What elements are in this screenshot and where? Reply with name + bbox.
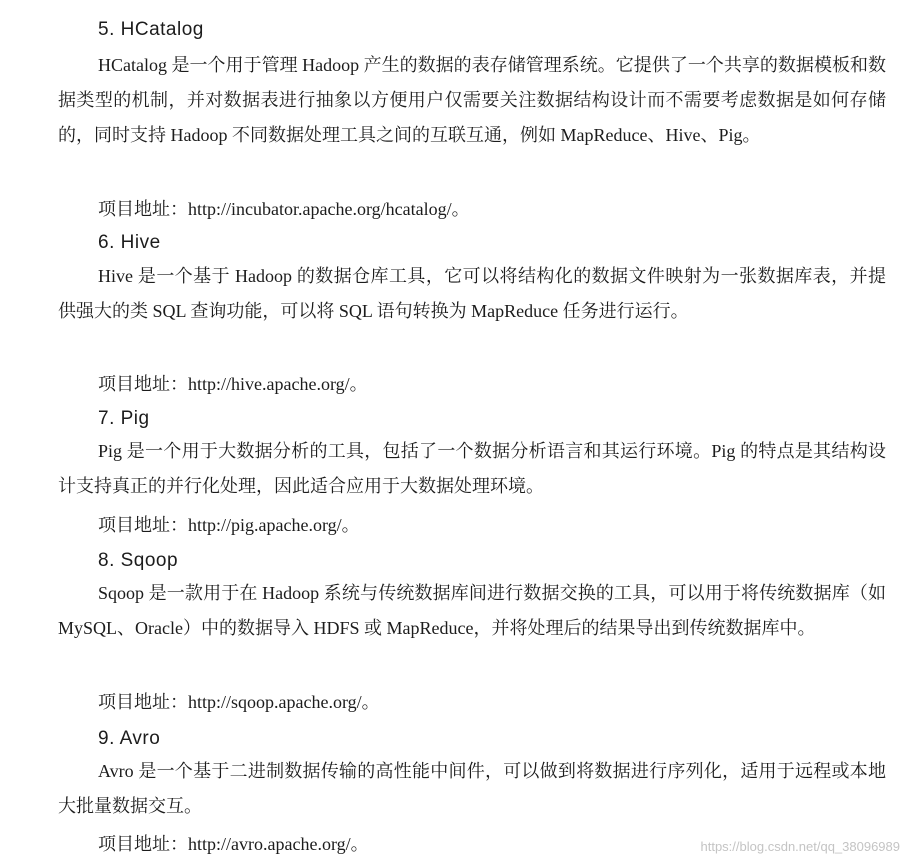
source-watermark: https://blog.csdn.net/qq_38096989 <box>700 839 900 854</box>
section-heading: 8. Sqoop <box>98 550 179 571</box>
section-body: Hive 是一个基于 Hadoop 的数据仓库工具，它可以将结构化的数据文件映射为一张数据库表，并提供强大的类 SQL 查询功能，可以将 SQL 语句转换为 MapReduce 任务进行运行。 <box>58 266 886 322</box>
project-url-line: 项目地址：http://incubator.apache.org/hcatalog/。 <box>98 199 470 219</box>
section-body: Sqoop 是一款用于在 Hadoop 系统与传统数据库间进行数据交换的工具，可以用于将传统数据库（如 MySQL、Oracle）中的数据导入 HDFS 或 MapReduce，并将处理后的结果导出到传统数据库中。 <box>58 583 886 639</box>
section-body: Pig 是一个用于大数据分析的工具，包括了一个数据分析语言和其运行环境。Pig 的特点是其结构设计支持真正的并行化处理，因此适合应用于大数据处理环境。 <box>58 441 886 497</box>
section-body: Avro 是一个基于二进制数据传输的高性能中间件，可以做到将数据进行序列化，适用于远程或本地大批量数据交互。 <box>58 761 886 817</box>
section-heading: 9. Avro <box>98 728 161 749</box>
project-url-line: 项目地址：http://hive.apache.org/。 <box>98 374 368 394</box>
section-body: HCatalog 是一个用于管理 Hadoop 产生的数据的表存储管理系统。它提供了一个共享的数据模板和数据类型的机制，并对数据表进行抽象以方便用户仅需要关注数据结构设计而不需要考虑数据是如何存储的，同时支持 Hadoop 不同数据处理工具之间的互联互通，例如 MapReduce、Hive、Pig。 <box>58 55 886 146</box>
project-url-line: 项目地址：http://sqoop.apache.org/。 <box>98 692 380 712</box>
section-heading: 7. Pig <box>98 408 150 429</box>
project-url-line: 项目地址：http://avro.apache.org/。 <box>98 834 369 854</box>
project-url-line: 项目地址：http://pig.apache.org/。 <box>98 515 360 535</box>
section-heading: 5. HCatalog <box>98 19 204 40</box>
section-heading: 6. Hive <box>98 232 161 253</box>
